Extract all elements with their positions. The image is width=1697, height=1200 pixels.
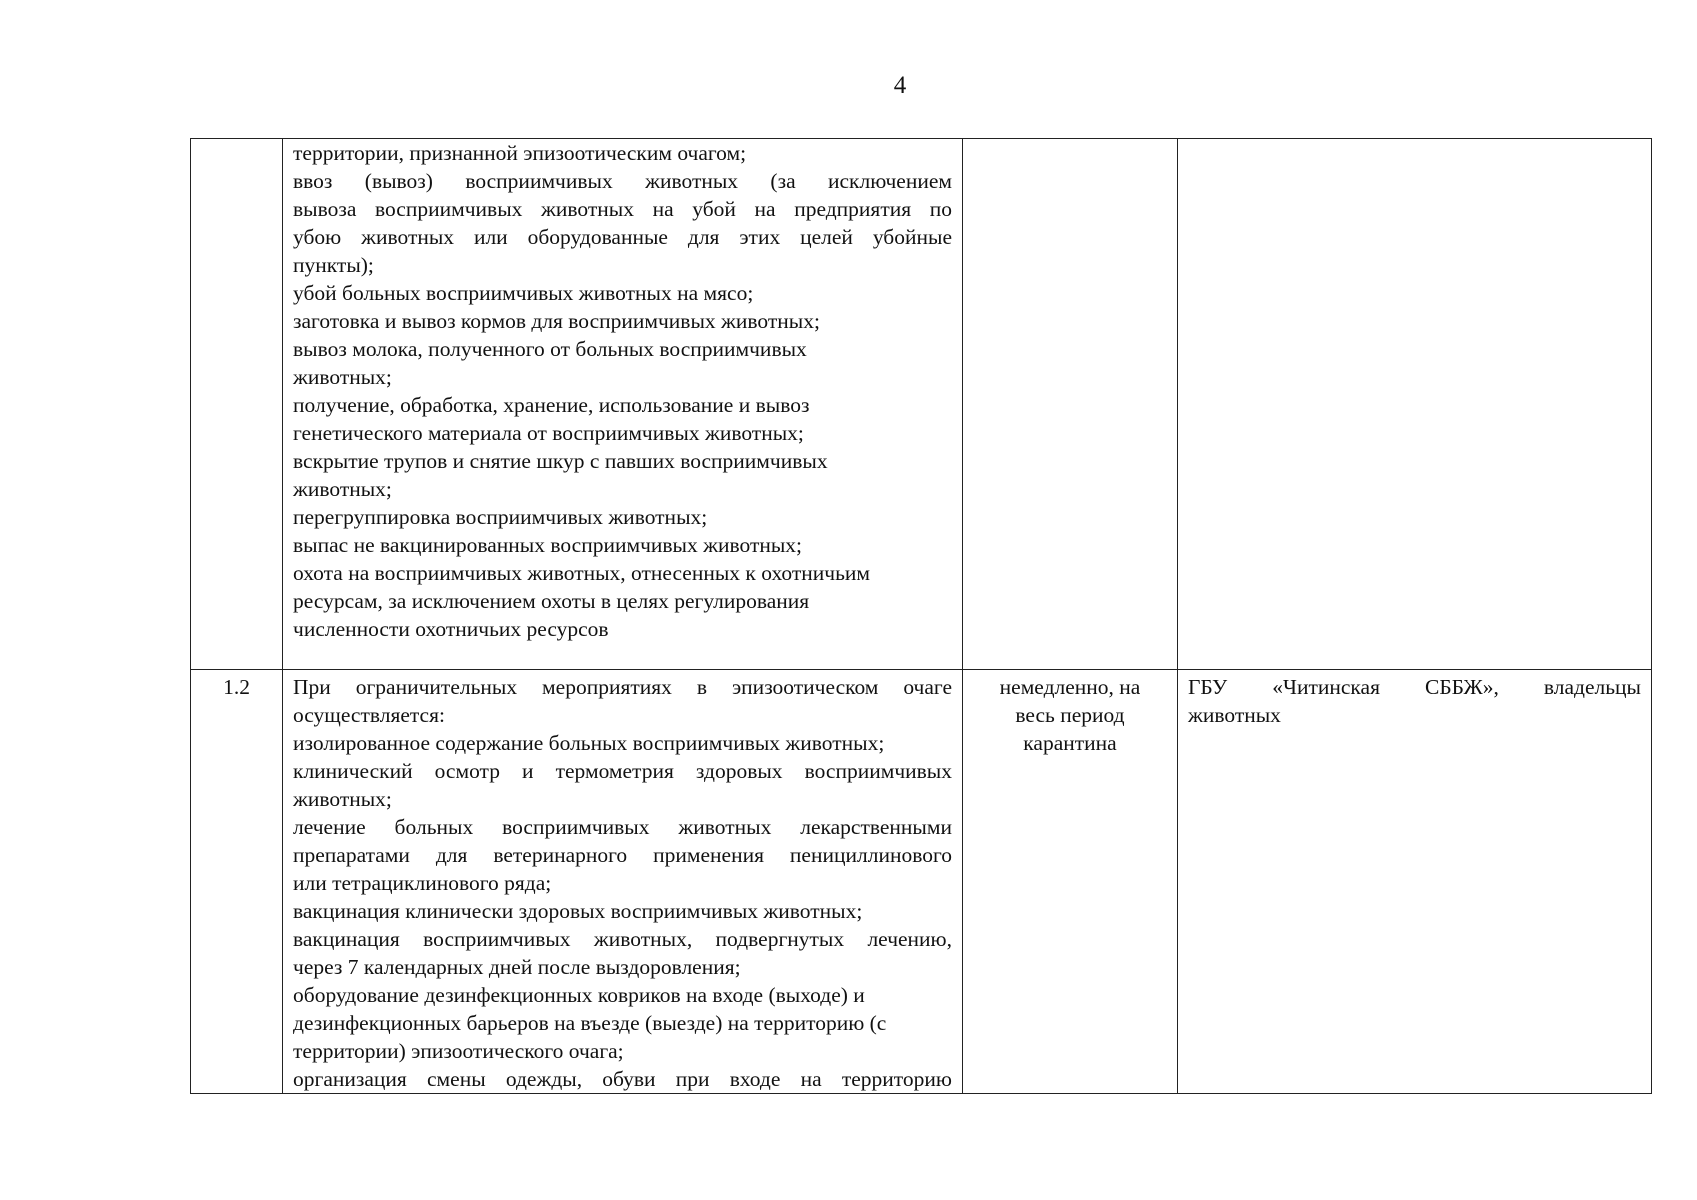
text-line: клинический осмотр и термометрия здоровых восприимчивых xyxy=(293,759,952,783)
text-line: животных; xyxy=(293,787,392,811)
term-cell xyxy=(963,670,1178,1094)
row-number-cell xyxy=(191,139,283,670)
term-line: карантина xyxy=(1023,731,1117,755)
row-number: 1.2 xyxy=(223,675,250,699)
text-line: животных; xyxy=(293,365,392,389)
measure-text-cell xyxy=(283,670,963,1094)
text-line: заготовка и вывоз кормов для восприимчивых животных; xyxy=(293,309,820,333)
text-line: территории) эпизоотического очага; xyxy=(293,1039,624,1063)
responsible-cell xyxy=(1178,670,1652,1094)
text-line: ГБУ «Читинская СББЖ», владельцы xyxy=(1188,675,1641,699)
text-line: животных xyxy=(1188,703,1281,727)
text-line: убой больных восприимчивых животных на мясо; xyxy=(293,281,754,305)
text-line: перегруппировка восприимчивых животных; xyxy=(293,505,708,529)
measures-table xyxy=(190,138,1652,1094)
text-line: вакцинация клинически здоровых восприимчивых животных; xyxy=(293,899,863,923)
page-number: 4 xyxy=(893,72,907,99)
text-line: численности охотничьих ресурсов xyxy=(293,617,609,641)
text-line: изолированное содержание больных восприимчивых животных; xyxy=(293,731,885,755)
row-number-cell xyxy=(191,670,283,1094)
table-row xyxy=(191,670,1652,1094)
text-line: препаратами для ветеринарного применения пенициллинового xyxy=(293,843,952,867)
text-line: осуществляется: xyxy=(293,703,445,727)
text-line: убою животных или оборудованные для этих целей убойные xyxy=(293,225,952,249)
text-line: получение, обработка, хранение, использование и вывоз xyxy=(293,393,810,417)
text-line: дезинфекционных барьеров на въезде (выезде) на территорию (с xyxy=(293,1011,887,1035)
text-line: территории, признанной эпизоотическим очагом; xyxy=(293,141,747,165)
measure-text-cell xyxy=(283,139,963,670)
text-line: ресурсам, за исключением охоты в целях регулирования xyxy=(293,589,810,613)
text-line: через 7 календарных дней после выздоровления; xyxy=(293,955,741,979)
text-line: ввоз (вывоз) восприимчивых животных (за исключением xyxy=(293,169,952,193)
text-line: вскрытие трупов и снятие шкур с павших восприимчивых xyxy=(293,449,828,473)
term-cell xyxy=(963,139,1178,670)
text-line: животных; xyxy=(293,477,392,501)
table-row xyxy=(191,139,1652,670)
term-line: немедленно, на xyxy=(999,675,1141,699)
text-line: вывоза восприимчивых животных на убой на предприятия по xyxy=(293,197,952,221)
text-line: пункты); xyxy=(293,253,374,277)
text-line: охота на восприимчивых животных, отнесенных к охотничьим xyxy=(293,561,870,585)
term-line: весь период xyxy=(1015,703,1125,727)
text-line: оборудование дезинфекционных ковриков на входе (выходе) и xyxy=(293,983,865,1007)
text-line: генетического материала от восприимчивых животных; xyxy=(293,421,804,445)
text-line: выпас не вакцинированных восприимчивых животных; xyxy=(293,533,803,557)
text-line: или тетрациклинового ряда; xyxy=(293,871,552,895)
text-line: вакцинация восприимчивых животных, подвергнутых лечению, xyxy=(293,927,952,951)
text-line: организация смены одежды, обуви при входе на территорию xyxy=(293,1067,952,1091)
text-line: вывоз молока, полученного от больных восприимчивых xyxy=(293,337,807,361)
text-line: лечение больных восприимчивых животных лекарственными xyxy=(293,815,952,839)
text-line: При ограничительных мероприятиях в эпизоотическом очаге xyxy=(293,675,952,699)
responsible-cell xyxy=(1178,139,1652,670)
